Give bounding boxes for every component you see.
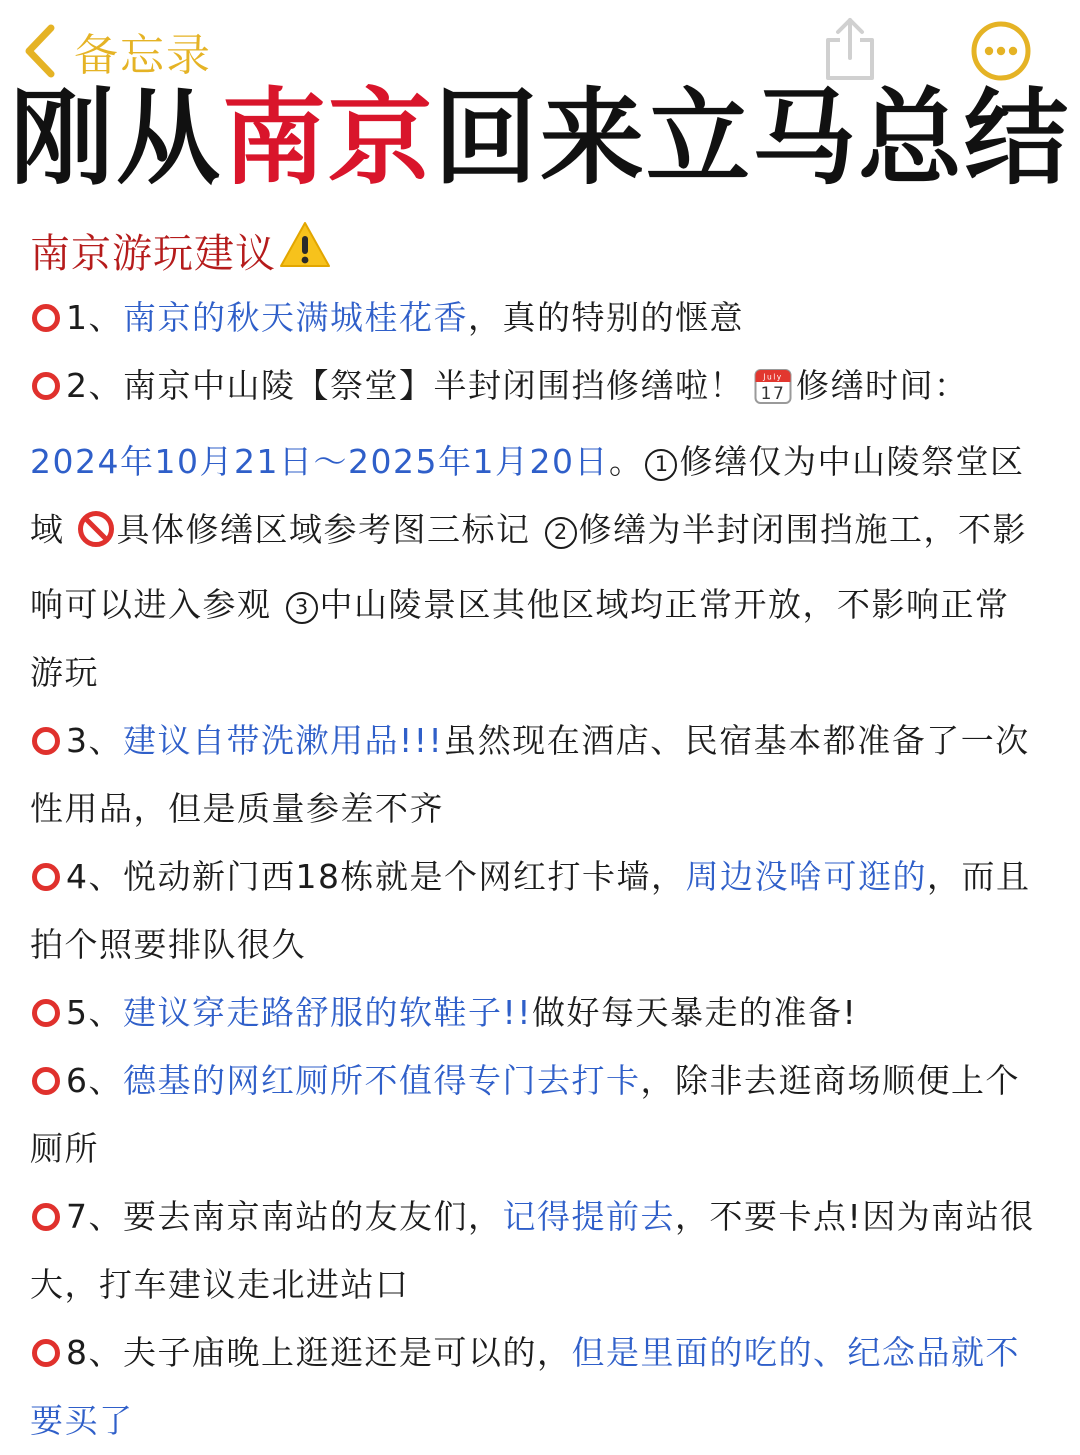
tip-highlight: 建议自带洗漱用品!!!: [123, 721, 444, 760]
tip-text: 修缮时间：: [796, 366, 969, 405]
tip-7: [30, 1183, 1042, 1319]
note-headline: [0, 78, 1080, 198]
tip-text: ，不要卡点!因为南站很大，打车建议走北进站口: [30, 1197, 1035, 1304]
tip-8: [30, 1319, 1042, 1455]
tip-2: [30, 352, 1042, 707]
tip-text: 夫子庙晚上逛逛还是可以的，: [123, 1333, 572, 1372]
tip-text: 中山陵景区其他区域均正常开放，不影响正常游玩: [30, 585, 1010, 692]
tip-text: 。: [608, 442, 644, 481]
warning-icon: [278, 220, 332, 280]
headline-part-1: 刚从: [9, 77, 222, 199]
tip-number: 3、: [66, 721, 123, 760]
tip-text: 虽然现在酒店、民宿基本都准备了一次性用品，但是质量参差不齐: [30, 721, 1030, 828]
calendar-day: 17: [760, 384, 786, 404]
circled-number-1: 1: [645, 449, 677, 481]
tip-text: 南京中山陵【祭堂】半封闭围挡修缮啦！: [123, 366, 744, 405]
tip-1: [30, 284, 1042, 352]
tip-highlight: 德基的网红厕所不值得专门去打卡: [123, 1061, 641, 1100]
circled-number-2: 2: [545, 517, 577, 549]
tip-3: [30, 707, 1042, 843]
tip-text: 做好每天暴走的准备!: [531, 993, 858, 1032]
tip-number: 2、: [66, 366, 123, 405]
no-entry-icon: [77, 503, 115, 571]
red-circle-icon: [32, 1339, 60, 1367]
calendar-icon: [754, 360, 792, 428]
red-circle-icon: [32, 372, 60, 400]
note-body[interactable]: [30, 216, 1042, 1455]
tip-highlight: 2024年10月21日～2025年1月20日: [30, 442, 609, 481]
tip-text: 具体修缮区域参考图三标记: [116, 510, 531, 549]
tip-highlight: 南京的秋天满城桂花香: [123, 298, 468, 337]
tip-highlight: 记得提前去: [502, 1197, 675, 1236]
circled-number-3: 3: [286, 592, 318, 624]
red-circle-icon: [32, 999, 60, 1027]
back-label: 备忘录: [74, 30, 212, 81]
tip-highlight: 周边没啥可逛的: [685, 857, 927, 896]
tip-text: 要去南京南站的友友们，: [123, 1197, 503, 1236]
tip-number: 5、: [66, 993, 123, 1032]
section-title: [30, 216, 1042, 284]
red-circle-icon: [32, 1203, 60, 1231]
calendar-month: July: [763, 372, 783, 382]
tip-text: ，除非去逛商场顺便上个厕所: [30, 1061, 1020, 1168]
tip-text: ，而且拍个照要排队很久: [30, 857, 1031, 964]
tip-5: [30, 979, 1042, 1047]
tip-text: ，真的特别的惬意: [468, 298, 744, 337]
back-button[interactable]: [22, 16, 212, 86]
tip-number: 7、: [66, 1197, 123, 1236]
red-circle-icon: [32, 727, 60, 755]
headline-highlight: 南京: [221, 77, 434, 199]
red-circle-icon: [32, 1067, 60, 1095]
red-circle-icon: [32, 863, 60, 891]
headline-part-2: 回来立马总结: [434, 77, 1071, 199]
tip-number: 6、: [66, 1061, 123, 1100]
tip-highlight: 但是里面的吃的、纪念品就不要买了: [30, 1333, 1020, 1440]
tip-highlight: 建议穿走路舒服的软鞋子!!: [123, 993, 532, 1032]
tip-number: 8、: [66, 1333, 123, 1372]
tip-4: [30, 843, 1042, 979]
tip-number: 4、: [66, 857, 123, 896]
section-title-text: 南京游玩建议: [30, 230, 276, 277]
tip-number: 1、: [66, 298, 123, 337]
tip-text: 修缮仅为中山陵祭堂区域: [30, 442, 1025, 549]
red-circle-icon: [32, 304, 60, 332]
tip-text: 悦动新门西18栋就是个网红打卡墙，: [123, 857, 686, 896]
tip-6: [30, 1047, 1042, 1183]
tip-text: 修缮为半封闭围挡施工，不影响可以进入参观: [30, 510, 1027, 624]
chevron-left-icon: [22, 23, 56, 79]
